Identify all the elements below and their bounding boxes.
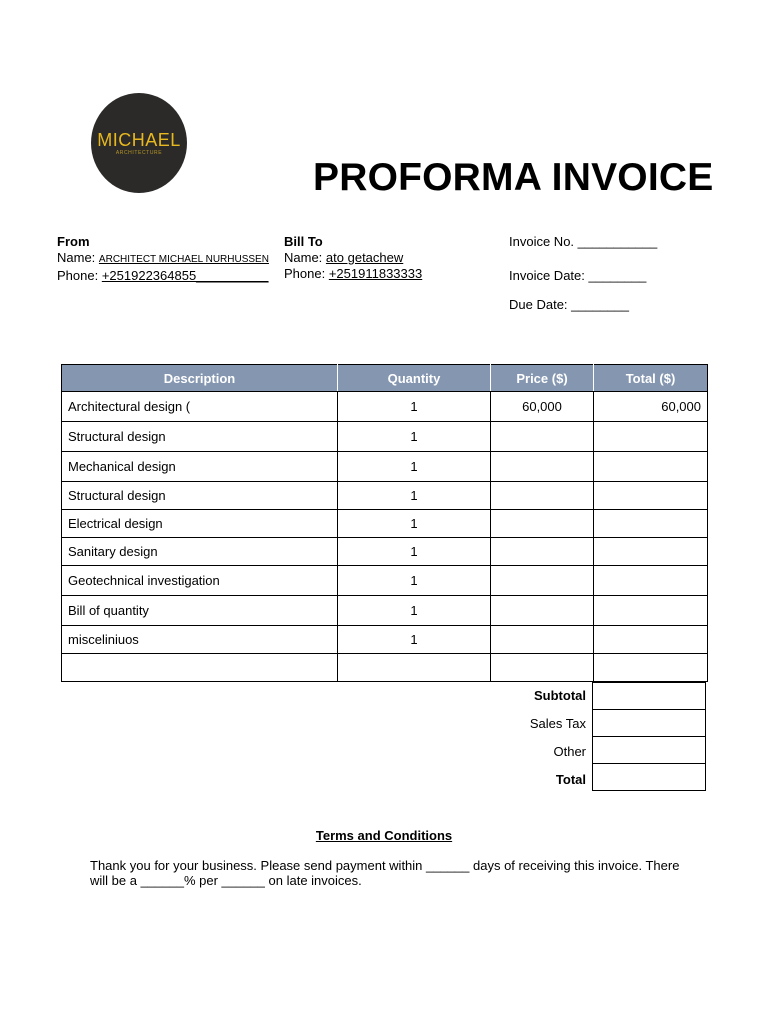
- from-phone-label: Phone:: [57, 268, 99, 283]
- invoice-date: Invoice Date: ________: [509, 268, 647, 283]
- cell-price: [491, 654, 594, 682]
- cell-quantity: 1: [338, 566, 491, 596]
- column-header-total: Total ($): [594, 365, 708, 392]
- bill-to-heading: Bill To: [284, 234, 323, 249]
- cell-quantity: 1: [338, 422, 491, 452]
- cell-quantity: 1: [338, 392, 491, 422]
- other-value: [593, 737, 706, 764]
- terms-body: [90, 858, 690, 888]
- column-header-description: Description: [62, 365, 338, 392]
- from-name-label: Name:: [57, 250, 96, 265]
- summary-labels: [480, 682, 586, 794]
- terms-title: Terms and Conditions: [315, 828, 453, 843]
- cell-total: [594, 452, 708, 482]
- logo-tagline: ARCHITECTURE: [115, 149, 163, 156]
- sales-tax-value: [593, 710, 706, 737]
- document-title: PROFORMA INVOICE: [313, 156, 714, 199]
- line-items-table: [61, 364, 708, 682]
- table-row: [62, 566, 708, 596]
- cell-description: Electrical design: [62, 510, 338, 538]
- bill-to-phone-value: +251911833333: [328, 266, 423, 281]
- cell-quantity: 1: [338, 452, 491, 482]
- total-value: [593, 764, 706, 791]
- cell-price: [491, 482, 594, 510]
- cell-total: [594, 626, 708, 654]
- cell-quantity: 1: [338, 626, 491, 654]
- terms-line-1: Thank you for your business. Please send payment within ______ days of receiving this invoice. There: [90, 858, 680, 873]
- bill-to-name-label: Name:: [284, 250, 323, 265]
- due-date: Due Date: ________: [509, 297, 629, 312]
- cell-description: Mechanical design: [62, 452, 338, 482]
- sales-tax-label: Sales Tax: [529, 716, 586, 731]
- cell-price: [491, 422, 594, 452]
- table-row: [62, 654, 708, 682]
- table-row: [62, 452, 708, 482]
- from-section: [57, 234, 269, 284]
- table-row: [62, 538, 708, 566]
- terms-line-2: will be a ______% per ______ on late invoices.: [90, 873, 362, 888]
- subtotal-value: [593, 683, 706, 710]
- cell-price: [491, 626, 594, 654]
- bill-to-phone-label: Phone:: [284, 266, 326, 281]
- cell-quantity: 1: [338, 482, 491, 510]
- column-header-price: Price ($): [491, 365, 594, 392]
- cell-description: misceliniuos: [62, 626, 338, 654]
- from-heading: From: [57, 234, 90, 249]
- cell-price: 60,000: [491, 392, 594, 422]
- total-label: Total: [555, 772, 586, 787]
- cell-description: Bill of quantity: [62, 596, 338, 626]
- table-row: [62, 422, 708, 452]
- cell-total: [594, 654, 708, 682]
- table-row: [62, 392, 708, 422]
- from-phone-value: +251922364855__________: [101, 268, 269, 283]
- cell-total: [594, 482, 708, 510]
- cell-price: [491, 510, 594, 538]
- column-header-quantity: Quantity: [338, 365, 491, 392]
- cell-description: Architectural design (: [62, 392, 338, 422]
- subtotal-label: Subtotal: [534, 688, 586, 703]
- cell-quantity: 1: [338, 510, 491, 538]
- cell-quantity: [338, 654, 491, 682]
- invoice-number: Invoice No. ___________: [509, 234, 658, 249]
- table-row: [62, 596, 708, 626]
- cell-price: [491, 566, 594, 596]
- other-label: Other: [553, 744, 586, 759]
- cell-price: [491, 452, 594, 482]
- cell-description: Structural design: [62, 482, 338, 510]
- logo-name: MICHAEL: [97, 129, 181, 150]
- summary-table: [592, 682, 706, 791]
- cell-description: Geotechnical investigation: [62, 566, 338, 596]
- from-name-value: ARCHITECT MICHAEL NURHUSSEN: [98, 254, 269, 265]
- cell-description: Sanitary design: [62, 538, 338, 566]
- table-row: [62, 626, 708, 654]
- table-row: [62, 510, 708, 538]
- cell-total: [594, 422, 708, 452]
- table-row: [62, 482, 708, 510]
- cell-total: [594, 510, 708, 538]
- cell-description: [62, 654, 338, 682]
- cell-price: [491, 596, 594, 626]
- bill-to-name-value: ato getachew: [325, 250, 404, 265]
- cell-total: [594, 538, 708, 566]
- cell-quantity: 1: [338, 596, 491, 626]
- cell-total: [594, 566, 708, 596]
- cell-description: Structural design: [62, 422, 338, 452]
- cell-quantity: 1: [338, 538, 491, 566]
- company-logo: [91, 93, 187, 193]
- cell-price: [491, 538, 594, 566]
- bill-to-section: [284, 234, 422, 282]
- cell-total: 60,000: [594, 392, 708, 422]
- cell-total: [594, 596, 708, 626]
